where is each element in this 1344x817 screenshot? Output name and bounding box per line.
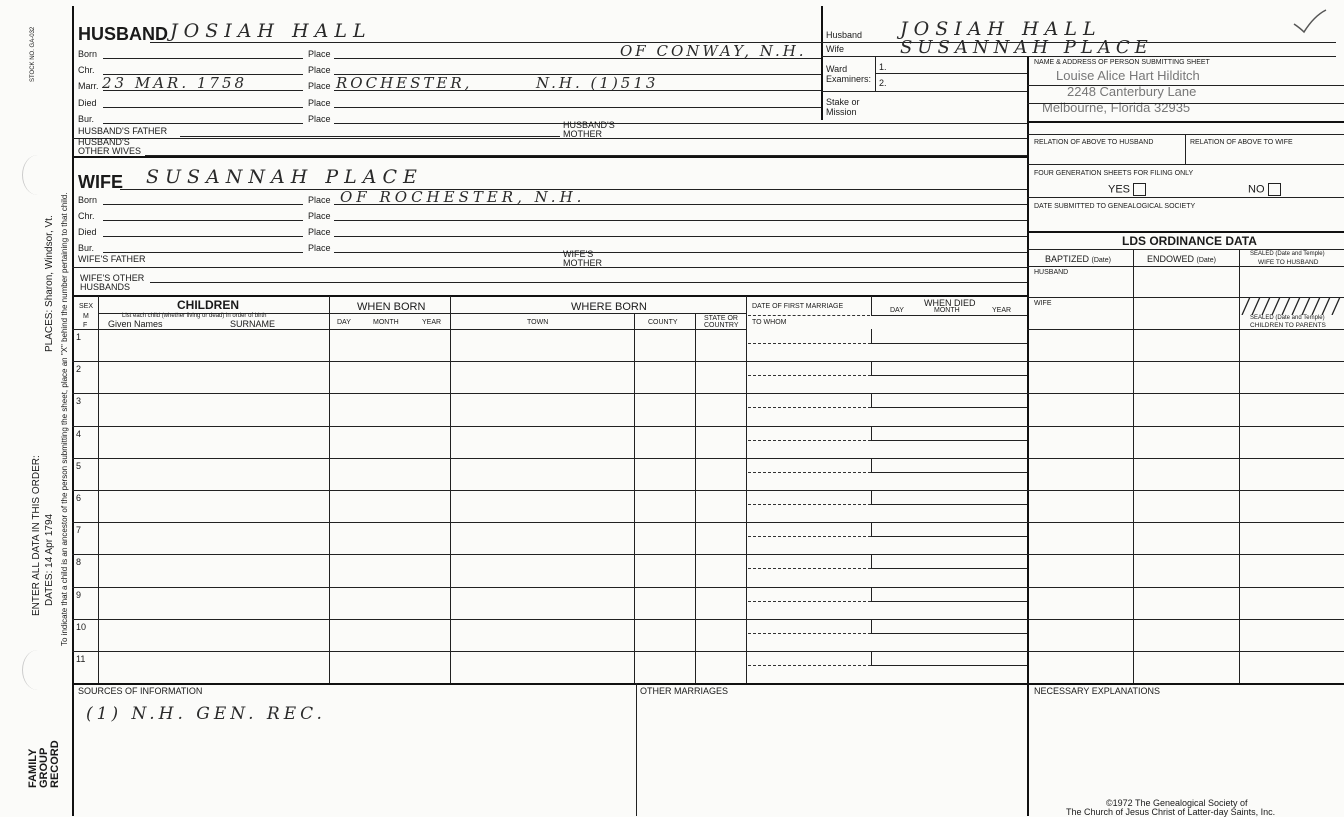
died-line: [871, 407, 1027, 408]
no-label: NO: [1248, 183, 1265, 196]
baptized-date-label: (Date): [1091, 257, 1111, 264]
ward-label: Ward: [826, 64, 848, 74]
places-instruction: PLACES: Sharon, Windsor, Vt.: [44, 215, 55, 352]
died-bracket: [871, 426, 872, 440]
marriage-date-dash: [748, 375, 871, 376]
died-bracket: [871, 651, 872, 665]
examiners-divider: [875, 57, 876, 91]
child-row-number: 5: [76, 461, 82, 471]
wife-bur-place-line: [334, 252, 1027, 253]
relation-husband-label: RELATION OF ABOVE TO HUSBAND: [1034, 139, 1154, 146]
marriage-date-dash: [748, 343, 871, 344]
husband-heading: HUSBAND: [78, 24, 168, 44]
lds-baptized: [1045, 254, 1111, 266]
wife-name: SUSANNAH PLACE: [146, 166, 423, 188]
ancestor-instruction: To indicate that a child is an ancestor of the person submitting the sheet, place an "X" behind the number pertaining to that child.: [60, 192, 69, 646]
child-row-number: 9: [76, 590, 82, 600]
endowed-date-label: (Date): [1196, 257, 1216, 264]
wife-mother-label: WIFE'S MOTHER: [563, 249, 602, 268]
wife-died-line: [103, 236, 303, 237]
marriage-date-dash: [748, 536, 871, 537]
wife-section-bottom: [72, 295, 1027, 297]
child-row-line: [72, 426, 1344, 427]
header-husband-label: Husband: [826, 30, 863, 40]
four-gen-bottom: [1027, 197, 1344, 198]
died-line: [871, 665, 1027, 666]
wife-other-husbands-label: WIFE'S OTHER HUSBANDS: [80, 273, 145, 292]
where-born-heading: WHERE BORN: [571, 301, 647, 313]
husband-born-line: [103, 58, 303, 59]
date-submitted-bottom: [1027, 231, 1344, 233]
died-bracket: [871, 329, 872, 343]
lds-title: LDS ORDINANCE DATA: [1122, 234, 1257, 248]
husband-bur-label: Bur.: [78, 114, 95, 124]
died-bracket: [871, 458, 872, 472]
wife-died-label: Died: [78, 227, 97, 237]
lds-title-bottom: [1027, 249, 1344, 250]
when-died-heading: WHEN DIED: [924, 298, 976, 308]
sex-f-label: F: [83, 322, 88, 329]
sealed-children-label: SEALED (Date and Temple): [1250, 315, 1325, 321]
record-title: [28, 740, 61, 788]
husband-died-label: Died: [78, 98, 97, 108]
wife-father-row-bottom: [72, 267, 1027, 268]
header-box-divider: [821, 6, 823, 120]
died-line: [871, 601, 1027, 602]
col-town: [634, 313, 635, 683]
died-line: [871, 472, 1027, 473]
wife-chr-place-label: Place: [308, 211, 331, 221]
sealed-wife-label: SEALED (Date and Temple): [1250, 251, 1325, 257]
born-year-label: YEAR: [422, 319, 442, 326]
died-year-label: YEAR: [992, 307, 1012, 314]
died-bracket: [871, 554, 872, 568]
submitter-line-2: [1027, 103, 1344, 104]
child-row-line: [72, 490, 1344, 491]
husband-died-line: [103, 107, 303, 108]
husband-marr-place: ROCHESTER,: [336, 74, 473, 92]
child-row-number: 7: [76, 525, 82, 535]
wife-born-place: OF ROCHESTER, N.H.: [340, 188, 586, 206]
wife-chr-label: Chr.: [78, 211, 95, 221]
child-row-number: 4: [76, 429, 82, 439]
husband-marr-label: Marr.: [78, 81, 99, 91]
examiner-2: 2.: [879, 78, 887, 88]
marriage-date-dash: [748, 633, 871, 634]
sources-value: (1) N.H. GEN. REC.: [86, 704, 326, 724]
four-gen-no[interactable]: [1248, 183, 1281, 196]
husband-born-label: Born: [78, 49, 98, 59]
died-day-label: DAY: [890, 307, 904, 314]
first-marriage-dash: [748, 315, 870, 316]
stock-number: STOCK NO. GA-032: [30, 26, 36, 82]
child-row-number: 8: [76, 557, 82, 567]
header-wife-value: SUSANNAH PLACE: [900, 37, 1153, 58]
lds-endowed: [1147, 254, 1216, 266]
col-county: [695, 313, 696, 683]
died-line: [871, 375, 1027, 376]
marriage-date-dash: [748, 568, 871, 569]
child-row-line: [72, 619, 1344, 620]
wife-born-place-label: Place: [308, 195, 331, 205]
submitter-street: 2248 Canterbury Lane: [1067, 84, 1197, 99]
punch-hole-top: [22, 155, 53, 195]
child-row-number: 1: [76, 332, 82, 342]
child-row-number: 6: [76, 493, 82, 503]
wife-died-place-label: Place: [308, 227, 331, 237]
record-title-line3: RECORD: [49, 740, 61, 788]
submitter-city: Melbourne, Florida 32935: [1042, 100, 1191, 115]
given-names-label: Given Names: [108, 319, 163, 329]
died-line: [871, 440, 1027, 441]
husband-father-row-bottom: [72, 138, 1027, 139]
check-mark-icon: [1290, 6, 1330, 36]
first-marriage-label: DATE OF FIRST MARRIAGE: [752, 303, 844, 310]
four-gen-label: FOUR GENERATION SHEETS FOR FILING ONLY: [1034, 170, 1194, 177]
lds-husband-label: HUSBAND: [1034, 269, 1069, 276]
four-gen-yes[interactable]: [1108, 183, 1146, 196]
sex-m-label: M: [83, 313, 89, 320]
child-row-line: [72, 554, 1344, 555]
hatched-box: [1240, 297, 1344, 315]
husband-marr-place-2: N.H. (1)513: [536, 74, 659, 92]
country-label: COUNTRY: [704, 322, 739, 329]
wife-chr-place-line: [334, 220, 1027, 221]
died-bracket: [871, 490, 872, 504]
died-bracket: [871, 587, 872, 601]
husband-bur-place-line: [334, 123, 1027, 124]
child-row-line: [72, 587, 1344, 588]
husband-died-place-line: [334, 107, 821, 108]
wife-born-label: Born: [78, 195, 98, 205]
died-bracket: [871, 361, 872, 375]
husband-bur-place-label: Place: [308, 114, 331, 124]
table-header-bottom: [72, 329, 747, 330]
record-title-line2: GROUP: [38, 747, 50, 788]
relation-bottom: [1027, 164, 1344, 165]
no-checkbox[interactable]: [1268, 183, 1281, 196]
marriage-date-dash: [748, 440, 871, 441]
marriage-date-dash: [748, 472, 871, 473]
other-marriages-label: OTHER MARRIAGES: [640, 686, 729, 696]
copyright-line-2: The Church of Jesus Christ of Latter-day Saints, Inc.: [1066, 807, 1276, 817]
died-bracket: [871, 393, 872, 407]
child-row-number: 3: [76, 396, 82, 406]
submitter-line-1: [1027, 85, 1344, 86]
husband-mother-label: HUSBAND'S MOTHER: [563, 120, 615, 139]
husband-born-place-label: Place: [308, 49, 331, 59]
wife-bur-place-label: Place: [308, 243, 331, 253]
husband-other-wives-label: HUSBAND'S OTHER WIVES: [78, 137, 142, 156]
footer-divider: [636, 683, 637, 816]
record-title-line1: FAMILY: [27, 748, 39, 788]
children-list-note: List each child (whether living or dead) in order of birth: [122, 313, 267, 319]
died-bracket: [871, 522, 872, 536]
wife-born-line: [103, 204, 303, 205]
marriage-date-dash: [748, 665, 871, 666]
marriage-date-dash: [748, 504, 871, 505]
husband-name: JOSIAH HALL: [170, 20, 372, 42]
husband-father-label: HUSBAND'S FATHER: [78, 126, 168, 136]
header-husband-value: JOSIAH HALL: [900, 18, 1102, 40]
yes-label: YES: [1108, 183, 1131, 196]
county-label: COUNTY: [648, 319, 678, 326]
child-row-line: [72, 651, 1344, 652]
lds-col-1: [1133, 249, 1134, 683]
date-submitted-label: DATE SUBMITTED TO GENEALOGICAL SOCIETY: [1034, 203, 1196, 210]
when-born-heading: WHEN BORN: [357, 301, 426, 313]
town-label: TOWN: [527, 319, 549, 326]
child-row-number: 11: [76, 654, 86, 664]
wife-bur-label: Bur.: [78, 243, 95, 253]
died-line: [871, 504, 1027, 505]
submitter-bottom: [1027, 121, 1344, 123]
enter-all-instruction: ENTER ALL DATA IN THIS ORDER:: [31, 455, 42, 616]
left-border: [72, 6, 74, 816]
col-died-top: [871, 296, 872, 316]
died-line: [871, 536, 1027, 537]
header-wife-label: Wife: [826, 44, 844, 54]
husband-born-place: OF CONWAY, N.H.: [620, 42, 807, 60]
sex-label: SEX: [79, 303, 94, 310]
wife-heading: WIFE: [78, 172, 123, 192]
wife-other-husbands-line: [150, 282, 1027, 283]
examiners-label: Examiners:: [826, 74, 872, 84]
relation-wife-label: RELATION OF ABOVE TO WIFE: [1190, 139, 1293, 146]
died-month-label: MONTH: [934, 307, 960, 314]
child-row-line: [72, 361, 1344, 362]
husband-marr-place-label: Place: [308, 81, 331, 91]
husband-chr-place-label: Place: [308, 65, 331, 75]
stake-label: Stake or: [826, 97, 860, 107]
lds-table-header-bottom: [1027, 329, 1344, 330]
marriage-date-dash: [748, 407, 871, 408]
died-line: [871, 633, 1027, 634]
baptized-label: BAPTIZED: [1045, 254, 1090, 264]
died-line: [871, 568, 1027, 569]
sealed-wife-label-2: WIFE TO HUSBAND: [1258, 259, 1319, 266]
relation-divider: [1185, 134, 1186, 164]
husband-section-bottom: [72, 156, 1027, 158]
submitter-label: NAME & ADDRESS OF PERSON SUBMITTING SHEET: [1034, 59, 1210, 66]
wife-bur-line: [103, 252, 303, 253]
explanations-label: NECESSARY EXPLANATIONS: [1034, 686, 1161, 696]
marriage-date-dash: [748, 601, 871, 602]
copyright-line-1: ©1972 The Genealogical Society of: [1106, 798, 1248, 808]
dates-instruction: DATES: 14 Apr 1794: [44, 513, 55, 606]
table-bottom: [72, 683, 1344, 685]
relation-top: [1027, 134, 1344, 135]
child-row-line: [72, 393, 1344, 394]
yes-checkbox[interactable]: [1133, 183, 1146, 196]
submitter-name: Louise Alice Hart Hilditch: [1056, 68, 1200, 83]
died-bracket: [871, 619, 872, 633]
endowed-label: ENDOWED: [1147, 254, 1194, 264]
children-heading: CHILDREN: [177, 298, 239, 312]
table-subheader-line: [98, 313, 746, 314]
right-panel-divider: [1027, 56, 1029, 816]
sources-label: SOURCES OF INFORMATION: [78, 686, 203, 696]
state-label: STATE OR: [704, 315, 738, 322]
born-month-label: MONTH: [373, 319, 399, 326]
header-wife-line: [821, 56, 1336, 57]
wife-born-place-line: [334, 204, 1027, 205]
examiner-1: 1.: [879, 62, 887, 72]
punch-hole-bottom: [22, 650, 53, 690]
child-row-number: 2: [76, 364, 82, 374]
husband-died-place-label: Place: [308, 98, 331, 108]
child-row-line: [72, 458, 1344, 459]
surname-label: SURNAME: [230, 319, 276, 329]
mission-label: Mission: [826, 107, 857, 117]
ward-section-bottom: [821, 91, 1027, 92]
husband-marr-place-line: [334, 90, 821, 91]
to-whom-label: TO WHOM: [752, 319, 787, 326]
born-day-label: DAY: [337, 319, 351, 326]
lds-wife-label: WIFE: [1034, 300, 1052, 307]
died-subheader-line: [871, 315, 1027, 316]
sealed-children-label-2: CHILDREN TO PARENTS: [1250, 322, 1326, 329]
child-row-number: 10: [76, 622, 87, 632]
died-line: [871, 343, 1027, 344]
wife-chr-line: [103, 220, 303, 221]
wife-died-place-line: [334, 236, 1027, 237]
husband-bur-line: [103, 123, 303, 124]
child-row-line: [72, 522, 1344, 523]
husband-chr-label: Chr.: [78, 65, 95, 75]
lds-header-bottom: [1027, 266, 1344, 267]
husband-father-line: [180, 136, 560, 137]
examiner-1-line: [875, 73, 1027, 74]
wife-father-label: WIFE'S FATHER: [78, 254, 146, 264]
husband-marr-line: [103, 90, 303, 91]
husband-marr-date: 23 MAR. 1758: [102, 74, 248, 92]
